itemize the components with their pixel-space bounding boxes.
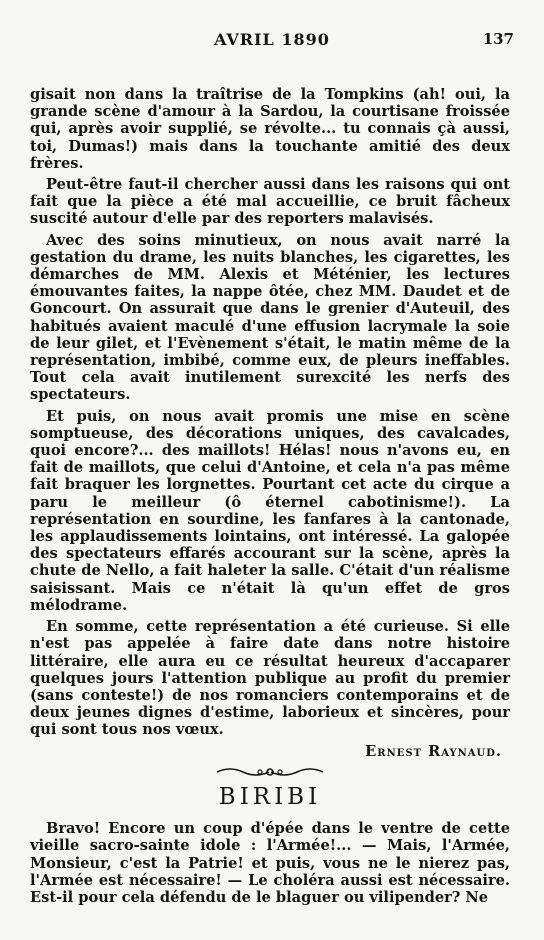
paragraph: En somme, cette représentation a été curieuse. Si elle n'est pas appelée à faire date dans notre histoire littéraire, elle aura eu ce résultat heureux d'accaparer quelques jours l'attention publique au profit du premier (sans conteste!) de nos romanciers contemporains et de deux jeunes dignes d'estime, laborieux et sincères, pour qui sont tous nos vœux. [30,618,510,739]
section-paragraph: Bravo! Encore un coup d'épée dans le ventre de cette vieille sacro-sainte idole : l'Armée!... — Mais, l'Armée, Monsieur, c'est la Patrie! et puis, vous ne le nierez pas, l'Armée est nécessaire! — Le choléra aussi est nécessaire. Est-il pour cela défendu de le blaguer ou vilipender? Ne [30,820,510,906]
paragraph: Peut-être faut-il chercher aussi dans les raisons qui ont fait que la pièce a été mal accueillie, ce bruit fâcheux suscité autour d'elle par des reporters malavisés. [30,176,510,228]
page-header [30,30,514,56]
author-signature: Ernest Raynaud. [365,742,502,760]
article-body [30,86,510,910]
paragraph: Avec des soins minutieux, on nous avait narré la gestation du drame, les nuits blanches, les cigarettes, les démarches de MM. Alexis et Méténier, les lectures émouvantes faites, la nappe ôtée, chez MM. Daudet et de Goncourt. On assurait que dans le grenier d'Auteuil, des habitués avaient maculé d'une effusion lacrymale la soie de leur gilet, et l'Evènement s'était, le matin même de la représentation, imbibé, comme eux, de pleurs ineffables. Tout cela avait inutilement surexcité les nerfs des spectateurs. [30,231,510,404]
decorative-flourish-icon [30,766,510,783]
paragraph: Et puis, on nous avait promis une mise en scène somptueuse, des décorations uniques, des cavalcades, quoi encore?... des maillots! Hélas! nous n'avons eu, en fait de maillots, que celui d'Antoine, et cela n'a pas même fait braquer les lorgnettes. Pourtant cet acte du cirque a paru le meilleur (ô éternel cabotinisme!). La représentation en sourdine, les fanfares à la cantonade, les applaudissements lointains, ont intéressé. La galopée des spectateurs effarés accourant sur la scène, après la chute de Nello, a fait haleter la salle. C'était d'un réalisme saisissant. Mais ce n'était là qu'un effet de gros mélodrame. [30,407,510,614]
paragraph: gisait non dans la traîtrise de la Tompkins (ah! oui, la grande scène d'amour à la Sardou, la courtisane froissée qui, après avoir supplié, se révolte... tu connais çà aussi, toi, Dumas!) mais dans la touchante amitié des deux frères. [30,86,510,172]
section-title: BIRIBI [218,783,322,810]
running-title: AVRIL 1890 [214,30,330,49]
page-number: 137 [482,30,514,48]
